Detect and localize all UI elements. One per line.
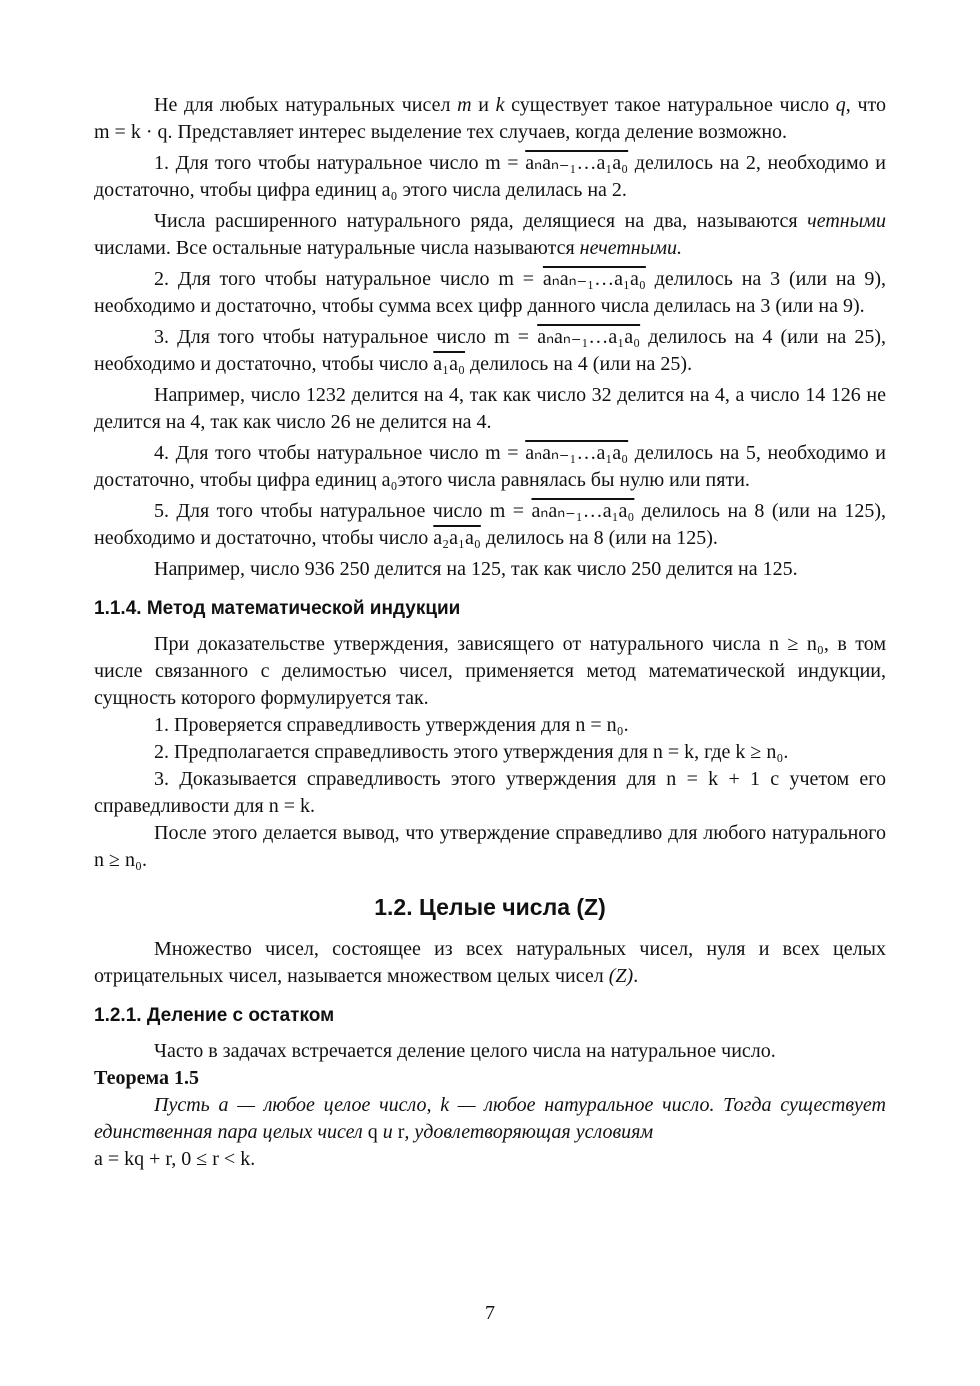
- text: делилось на 8 (или на 125), необходимо и достаточно, чтобы число: [94, 500, 886, 549]
- text: и: [471, 94, 496, 116]
- text: 4. Для того чтобы натуральное число: [154, 442, 486, 464]
- rule-2: [94, 266, 886, 320]
- text: этого числа делилась на 2.: [397, 179, 627, 201]
- text: существует такое натуральное число: [504, 94, 836, 116]
- induction-intro: При доказательстве утверждения, зависящего от натурального числа n ≥ n₀, в том числе связанного с делимостью чисел, применяется метод математической индукции, сущность которого формулируется так.: [94, 633, 886, 709]
- even-definition: [94, 208, 886, 262]
- section-heading-induction: 1.1.4. Метод математической индукции: [94, 598, 461, 619]
- text: Числа расширенного натурального ряда, делящиеся на два, называются: [154, 210, 808, 232]
- integers-definition: [94, 936, 886, 990]
- induction-step-2: 2. Предполагается справедливость этого утверждения для n = k, где k ≥ n₀.: [154, 741, 789, 763]
- induction-step-1: 1. Проверяется справедливость утверждения для n = n₀.: [154, 714, 629, 736]
- var-k: k: [495, 94, 505, 116]
- text: делилось на 4 (или на 25), необходимо и достаточно, чтобы число: [94, 326, 886, 375]
- formula: m =: [494, 326, 538, 348]
- induction-step-3: 3. Доказывается справедливость этого утверждения для n = k + 1 с учетом его справедливости для n = k.: [94, 768, 886, 817]
- text: делилось на 4 (или на 25).: [464, 353, 693, 375]
- rule-3: [94, 324, 886, 378]
- section-heading-division: 1.2.1. Деление с остатком: [94, 1005, 335, 1026]
- text: Пусть a — любое целое число, k — любое натуральное число. Тогда существует единственная пара целых чисел: [94, 1094, 886, 1143]
- var-q: q: [835, 94, 846, 116]
- text: , что: [845, 94, 886, 116]
- number-notation: aₙaₙ₋₁…a₁a₀: [525, 152, 629, 174]
- example-1: Например, число 1232 делится на 4, так как число 32 делится на 4, а число 14 126 не делится на 4, так как число 26 не делится на 4.: [94, 384, 886, 433]
- text: и: [377, 1121, 398, 1143]
- text: 1. Для того чтобы натуральное число: [154, 152, 486, 174]
- term-odd: нечетными.: [579, 237, 683, 259]
- page-body: [94, 92, 886, 1173]
- digit-a0: a₀: [381, 469, 398, 491]
- formula: m =: [498, 268, 543, 290]
- term-even: четными: [807, 210, 886, 232]
- var-q: q: [367, 1121, 378, 1143]
- text: .: [633, 965, 639, 987]
- number-notation: aₙaₙ₋₁…a₁a₀: [537, 326, 641, 348]
- set-z: (Z): [608, 965, 634, 987]
- theorem-statement: [94, 1092, 886, 1146]
- var-m: m: [457, 94, 472, 116]
- text: . Представляет интерес выделение тех случаев, когда деление возможно.: [167, 121, 788, 143]
- number-tail: a₂a₁a₀: [433, 527, 481, 549]
- formula: m = k · q: [94, 121, 168, 143]
- example-2: Например, число 936 250 делится на 125, так как число 250 делится на 125.: [154, 558, 798, 580]
- text: Не для любых натуральных чисел: [154, 94, 458, 116]
- rule-1: [94, 150, 886, 204]
- text: 3. Для того чтобы натуральное число: [154, 326, 495, 348]
- number-notation: aₙaₙ₋₁…a₁a₀: [525, 442, 629, 464]
- page-number: 7: [485, 1302, 495, 1324]
- number-notation: aₙaₙ₋₁…a₁a₀: [531, 500, 635, 522]
- formula: m =: [485, 152, 526, 174]
- text: 5. Для того чтобы натуральное число: [154, 500, 490, 522]
- text: числами. Все остальные натуральные числа называются: [94, 237, 580, 259]
- digit-a0: a₀: [381, 179, 398, 201]
- text: , удовлетворяющая условиям: [404, 1121, 654, 1143]
- intro-paragraph: [94, 92, 886, 146]
- text: делилось на 2, необходимо и достаточно, чтобы цифра единиц: [94, 152, 887, 201]
- formula: m =: [489, 500, 532, 522]
- var-r: r: [397, 1121, 405, 1143]
- division-intro: Часто в задачах встречается деление целого числа на натуральное число.: [154, 1040, 776, 1062]
- theorem-formula: [94, 1146, 886, 1173]
- text: делилось на 5, необходимо и достаточно, чтобы цифра единиц: [94, 442, 887, 491]
- theorem-title: Теорема 1.5: [94, 1067, 199, 1089]
- section-heading-integers: 1.2. Целые числа (Z): [374, 894, 606, 920]
- text: 2. Для того чтобы натуральное число: [154, 268, 499, 290]
- rule-5: [94, 498, 886, 552]
- text: делилось на 8 (или на 125).: [480, 527, 718, 549]
- text: Множество чисел, состоящее из всех натуральных чисел, нуля и всех целых отрицательных чисел, называется множеством целых чисел: [94, 938, 886, 987]
- text: этого числа равнялась бы нулю или пяти.: [397, 469, 750, 491]
- number-tail: a₁a₀: [433, 353, 465, 375]
- text: делилось на 3 (или на 9), необходимо и достаточно, чтобы сумма всех цифр данного числа делилась на 3 (или на 9).: [94, 268, 886, 317]
- number-notation: aₙaₙ₋₁…a₁a₀: [542, 268, 646, 290]
- formula: a = kq + r, 0 ≤ r < k.: [94, 1148, 256, 1170]
- formula: m =: [485, 442, 526, 464]
- rule-4: [94, 440, 886, 494]
- induction-conclusion: После этого делается вывод, что утверждение справедливо для любого натурального n ≥ n₀.: [94, 822, 886, 871]
